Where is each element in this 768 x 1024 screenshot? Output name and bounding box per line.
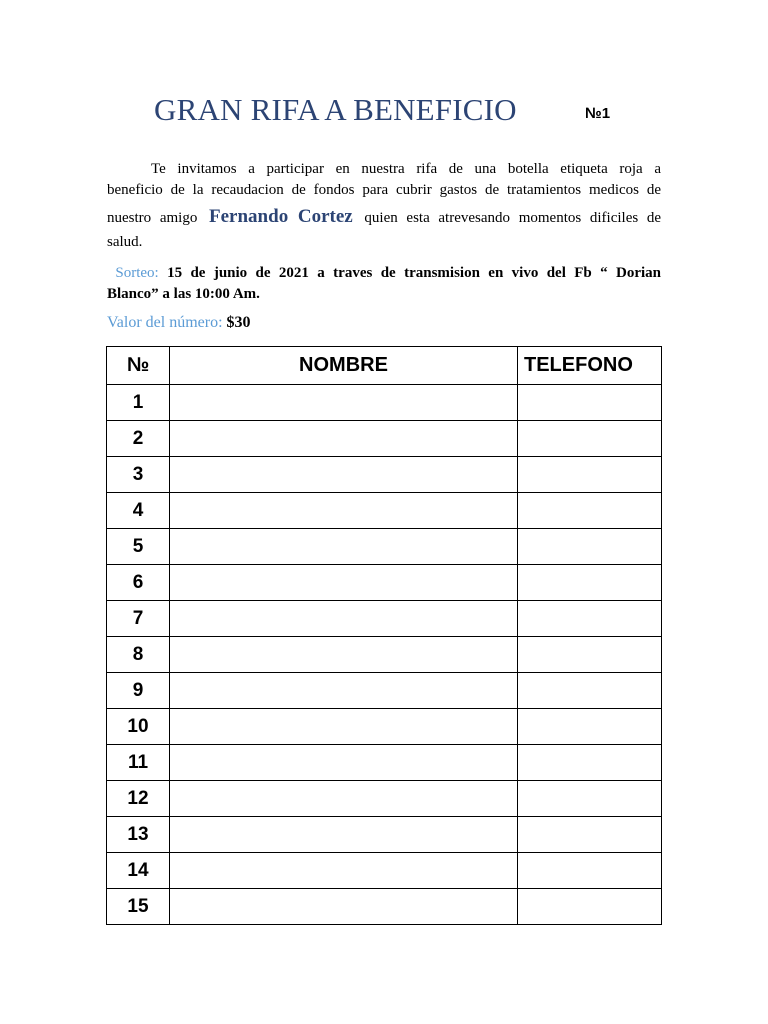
table-row — [107, 673, 662, 709]
price-value: $30 — [226, 314, 251, 331]
row-phone-cell[interactable] — [518, 889, 662, 925]
row-number: 9 — [107, 673, 170, 709]
table-row — [107, 745, 662, 781]
raffle-table — [106, 346, 662, 925]
row-number: 7 — [107, 601, 170, 637]
table-row — [107, 781, 662, 817]
intro-line-2: beneficio de la recaudacion de fondos para cubrir gastos de tratamientos medicos de — [107, 182, 661, 198]
row-phone-cell[interactable] — [518, 529, 662, 565]
intro-paragraph — [107, 159, 661, 253]
row-phone-cell[interactable] — [518, 709, 662, 745]
draw-paragraph — [107, 263, 661, 305]
row-name-cell[interactable] — [170, 457, 518, 493]
row-phone-cell[interactable] — [518, 493, 662, 529]
row-phone-cell[interactable] — [518, 673, 662, 709]
intro-line-1-text: Te invitamos a participar en nuestra rifa de una botella etiqueta roja a — [151, 161, 661, 177]
header-name: NOMBRE — [170, 347, 518, 385]
row-name-cell[interactable] — [170, 673, 518, 709]
table-row — [107, 529, 662, 565]
row-number: 14 — [107, 853, 170, 889]
draw-label: Sorteo: — [115, 265, 159, 281]
row-phone-cell[interactable] — [518, 745, 662, 781]
row-name-cell[interactable] — [170, 745, 518, 781]
row-number: 1 — [107, 385, 170, 421]
ticket-number: №1 — [585, 105, 611, 122]
row-phone-cell[interactable] — [518, 781, 662, 817]
intro-line-3-post: quien esta atrevesando momentos dificiles de — [364, 210, 662, 226]
row-name-cell[interactable] — [170, 781, 518, 817]
intro-line-4: salud. — [107, 234, 143, 250]
table-row — [107, 637, 662, 673]
row-number: 4 — [107, 493, 170, 529]
row-phone-cell[interactable] — [518, 385, 662, 421]
row-name-cell[interactable] — [170, 385, 518, 421]
table-row — [107, 421, 662, 457]
draw-line-2: Blanco” a las 10:00 Am. — [107, 286, 260, 302]
table-row — [107, 565, 662, 601]
row-phone-cell[interactable] — [518, 457, 662, 493]
row-name-cell[interactable] — [170, 637, 518, 673]
price-line — [107, 314, 251, 332]
row-number: 2 — [107, 421, 170, 457]
row-name-cell[interactable] — [170, 853, 518, 889]
row-number: 12 — [107, 781, 170, 817]
row-number: 6 — [107, 565, 170, 601]
row-number: 5 — [107, 529, 170, 565]
intro-line-3 — [107, 201, 661, 232]
draw-text-1: 15 de junio de 2021 a traves de transmision en vivo del Fb “ Dorian — [167, 265, 661, 281]
row-phone-cell[interactable] — [518, 565, 662, 601]
row-number: 3 — [107, 457, 170, 493]
row-name-cell[interactable] — [170, 817, 518, 853]
row-phone-cell[interactable] — [518, 637, 662, 673]
table-row — [107, 493, 662, 529]
price-label: Valor del número: — [107, 314, 223, 331]
table-row — [107, 457, 662, 493]
row-phone-cell[interactable] — [518, 817, 662, 853]
row-number: 11 — [107, 745, 170, 781]
table-row — [107, 853, 662, 889]
intro-line-3-pre: nuestro amigo — [107, 210, 198, 226]
table-row — [107, 709, 662, 745]
table-row — [107, 817, 662, 853]
row-name-cell[interactable] — [170, 529, 518, 565]
table-row — [107, 385, 662, 421]
header-number: № — [107, 347, 170, 385]
row-phone-cell[interactable] — [518, 421, 662, 457]
row-phone-cell[interactable] — [518, 853, 662, 889]
row-name-cell[interactable] — [170, 889, 518, 925]
friend-name: Fernando Cortez — [209, 206, 353, 227]
table-row — [107, 889, 662, 925]
table-row — [107, 601, 662, 637]
row-number: 8 — [107, 637, 170, 673]
header-phone: TELEFONO — [518, 347, 662, 385]
row-number: 15 — [107, 889, 170, 925]
row-phone-cell[interactable] — [518, 601, 662, 637]
page-title: GRAN RIFA A BENEFICIO — [154, 92, 517, 127]
row-name-cell[interactable] — [170, 709, 518, 745]
row-name-cell[interactable] — [170, 601, 518, 637]
intro-line-1 — [107, 159, 661, 180]
row-name-cell[interactable] — [170, 493, 518, 529]
row-number: 13 — [107, 817, 170, 853]
row-name-cell[interactable] — [170, 565, 518, 601]
row-number: 10 — [107, 709, 170, 745]
draw-line-1 — [107, 263, 661, 284]
table-header-row — [107, 347, 662, 385]
row-name-cell[interactable] — [170, 421, 518, 457]
